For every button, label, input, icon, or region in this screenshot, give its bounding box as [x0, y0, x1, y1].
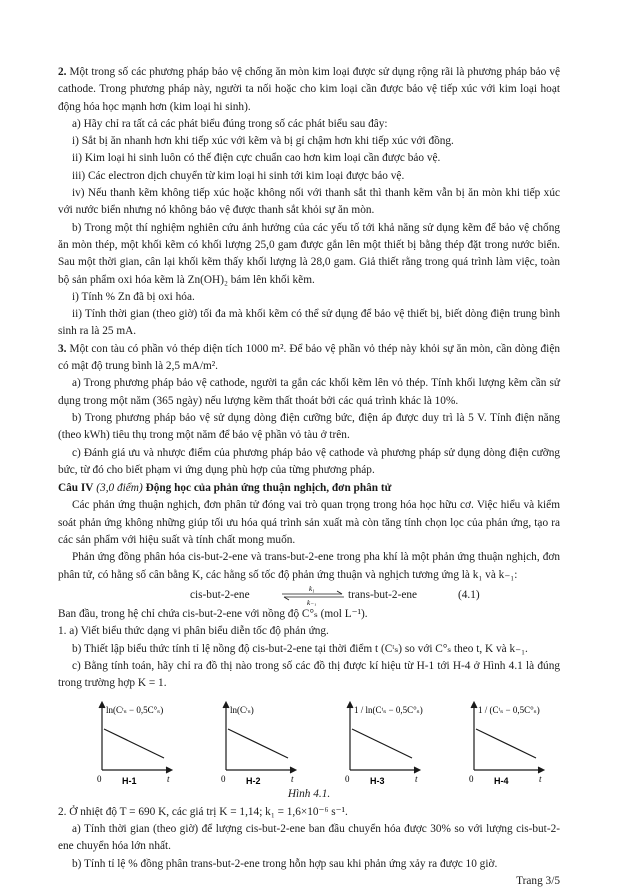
- question2: 2. Ở nhiệt độ T = 690 K, các giá trị K = 1,14; k₁ = 1,6×10⁻⁶ s⁻¹.: [58, 805, 348, 818]
- graph-h3-t-label: t: [415, 774, 418, 785]
- question1-b: b) Thiết lập biểu thức tính tỉ lệ nồng độ cis-but-2-ene tại thời điểm t (Cᵗₛ) so với C°ₛ theo t, K và k₋₁.: [72, 642, 528, 655]
- section2-a-prompt: a) Hãy chỉ ra tất cả các phát biểu đúng trong số các phát biểu sau đây:: [72, 117, 388, 130]
- equilibrium-arrow-icon: [280, 584, 346, 606]
- figure-caption: Hình 4.1.: [287, 788, 331, 801]
- statement-iii: iii) Các electron dịch chuyển từ kim loại hi sinh tới kim loại được bảo vệ.: [72, 169, 405, 182]
- section3-intro: 3. Một con tàu có phần vỏ thép diện tích 1000 m². Để bảo vệ phần vỏ thép này khỏi sự ăn mòn, cần dòng điện có mật độ trung bình là 2,5 mA/m².: [58, 342, 560, 373]
- question2-b: b) Tính tỉ lệ % đồng phân trans-but-2-ene trong hỗn hợp sau khi phản ứng xảy ra được 10 giờ.: [72, 857, 498, 870]
- graph-h2-line: [228, 729, 288, 758]
- section2-b-i: i) Tính % Zn đã bị oxi hóa.: [72, 290, 195, 303]
- question4-title: Động học của phản ứng thuận nghịch, đơn phân tử: [145, 482, 392, 495]
- graph-h3-ylabel: 1 / ln(Cᵗₛ − 0,5C°ₛ): [354, 705, 423, 716]
- statement-ii: ii) Kim loại hi sinh luôn có thế điện cực chuẩn cao hơn kim loại cần được bảo vệ.: [72, 152, 441, 165]
- graph-h1-origin: 0: [97, 774, 102, 785]
- graph-h4-ylabel: 1 / (Cᵗₛ − 0,5C°ₛ): [478, 705, 540, 716]
- graph-h4-x-arrow-icon: [538, 767, 544, 773]
- section2-number: 2.: [58, 66, 67, 78]
- graph-h2-name: H-2: [246, 776, 261, 787]
- reaction-equation: [58, 584, 560, 606]
- question4-heading: [58, 480, 560, 497]
- graph-h3: [345, 702, 423, 786]
- section2-b-ii: ii) Tính thời gian (theo giờ) tối đa mà khối kẽm có thể sử dụng để bảo vệ thiết bị, biết dòng điện trung bình sinh ra là 25 mA.: [58, 308, 560, 338]
- section2-intro: 2. Một trong số các phương pháp bảo vệ chống ăn mòn kim loại được sử dụng rộng rãi là phương pháp bảo vệ cathode. Trong phương pháp này, người ta nối hoặc cho kim loại cần được bảo vệ tiếp xúc với kim loại hoạt động hóa học mạnh hơn (kim loại hi sinh).: [58, 66, 560, 113]
- section3-a-text: a) Trong phương pháp bảo vệ cathode, người ta gắn các khối kẽm lên vỏ thép. Tính khối lượng kẽm cần sử dụng trong một năm (365 ngày) nếu lượng kẽm thất thoát bởi các quá trình khác là 10%.: [58, 377, 560, 407]
- graph-h3-line: [352, 729, 412, 758]
- question4-score: (3,0 điểm): [96, 482, 143, 495]
- question4-label: Câu IV: [58, 482, 94, 495]
- graph-h3-y-arrow-icon: [347, 702, 353, 708]
- question4-paragraph-1: Các phản ứng thuận nghịch, đơn phân tử đóng vai trò quan trọng trong hóa học hữu cơ. Việc hiểu và kiểm soát phản ứng không những giúp tối ưu hóa quá trình sản xuất mà còn tăng tính chọn lọc của phản ứng, tạo ra các sản phẩm với hiệu suất và tính chất mong muốn.: [58, 499, 560, 547]
- graph-h4-y-arrow-icon: [471, 702, 477, 708]
- graph-h1-line: [104, 729, 164, 758]
- graph-h2-ylabel: ln(Cᵗₛ): [230, 705, 254, 716]
- graph-h1-t-label: t: [167, 774, 170, 785]
- graph-h2-y-arrow-icon: [223, 702, 229, 708]
- graph-h1-x-arrow-icon: [166, 767, 172, 773]
- equation-k-back: k₋₁: [307, 598, 317, 606]
- question4-paragraph-2: Phản ứng đồng phân hóa cis-but-2-ene và trans-but-2-ene trong pha khí là một phản ứng thuận nghịch, đơn phân tử, có hằng số cân bằng K, các hằng số tốc độ phản ứng thuận và nghịch tương ứng là k₁ và k₋₁:: [58, 551, 560, 581]
- section3-c-text: c) Đánh giá ưu và nhược điểm của phương pháp bảo vệ cathode và phương pháp sử dụng dòng điện cưỡng bức, từ đó cho biết phạm vi ứng dụng phù hợp của từng phương pháp.: [58, 446, 560, 476]
- graph-h1-y-arrow-icon: [99, 702, 105, 708]
- graph-h4: [469, 702, 544, 786]
- initial-condition: Ban đầu, trong hệ chỉ chứa cis-but-2-ene với nồng độ C°ₛ (mol L⁻¹).: [58, 607, 368, 620]
- graph-h2-x-arrow-icon: [290, 767, 296, 773]
- graph-h1-ylabel: ln(Cᵗₛ − 0,5C°ₛ): [106, 705, 164, 716]
- equation-number: (4.1): [458, 588, 480, 601]
- section3-number: 3.: [58, 342, 67, 355]
- graph-h4-name: H-4: [494, 776, 509, 787]
- exam-page: [58, 64, 560, 890]
- graph-h3-name: H-3: [370, 776, 385, 787]
- graph-h2-t-label: t: [291, 774, 294, 785]
- graph-h3-origin: 0: [345, 774, 350, 785]
- graph-h2: [221, 702, 296, 786]
- graph-h1-name: H-1: [122, 776, 137, 787]
- section2-b-text: b) Trong một thí nghiệm nghiên cứu ảnh hưởng của các yếu tố tới khả năng sử dụng kẽm để bảo vệ chống ăn mòn thép, một khối kẽm có khối lượng 25,0 gam được gắn lên một thiết bị bằng thép đặt trong nước biển. Sau một thời gian, cân lại khối kẽm thấy khối lượng là 28,0 gam. Giả thiết rằng trong quá trình làm việc, toàn bộ sản phẩm oxi hóa kẽm là Zn(OH)₂ bám lên khối kẽm.: [58, 221, 560, 286]
- figure-4-1: [58, 694, 560, 786]
- section3-b-text: b) Trong phương pháp bảo vệ sử dụng dòng điện cưỡng bức, điện áp được duy trì là 5 V. Tính điện năng (theo kWh) tiêu thụ trong một năm để bảo vệ phần vỏ tàu ở trên.: [58, 411, 560, 442]
- graph-h3-x-arrow-icon: [414, 767, 420, 773]
- question1-c: c) Bằng tính toán, hãy chỉ ra đồ thị nào trong số các đồ thị được kí hiệu từ H-1 tới H-4 ở Hình 4.1 là đúng trong trường hợp K = 1.: [58, 659, 560, 690]
- graph-h4-origin: 0: [469, 774, 474, 785]
- question2-a: a) Tính thời gian (theo giờ) để lượng cis-but-2-ene ban đầu chuyển hóa được 30% so với lượng cis-but-2-ene chuyển hóa lớn nhất.: [58, 822, 560, 853]
- question1-a: 1. a) Viết biểu thức dạng vi phân biểu diễn tốc độ phản ứng.: [58, 625, 329, 638]
- equation-reactant: cis-but-2-ene: [190, 588, 250, 601]
- graph-h2-origin: 0: [221, 774, 226, 785]
- equation-product: trans-but-2-ene: [348, 588, 418, 601]
- graph-h4-line: [476, 729, 536, 758]
- statement-i: i) Sắt bị ăn nhanh hơn khi tiếp xúc với kẽm và bị gỉ chậm hơn khi tiếp xúc với đồng.: [72, 135, 454, 148]
- figure-4-1-graphs: [58, 694, 560, 786]
- graph-h4-t-label: t: [539, 774, 542, 785]
- equation-k-forward: k₁: [309, 584, 315, 593]
- page-number: Trang 3/5: [516, 874, 560, 887]
- graph-h1: [97, 702, 172, 786]
- statement-iv: iv) Nếu thanh kẽm không tiếp xúc hoặc không nối với thanh sắt thì thanh kẽm vẫn bị ăn mòn khi tiếp xúc với nước biển nhưng nó không bảo vệ được thanh sắt khỏi sự ăn mòn.: [58, 187, 560, 217]
